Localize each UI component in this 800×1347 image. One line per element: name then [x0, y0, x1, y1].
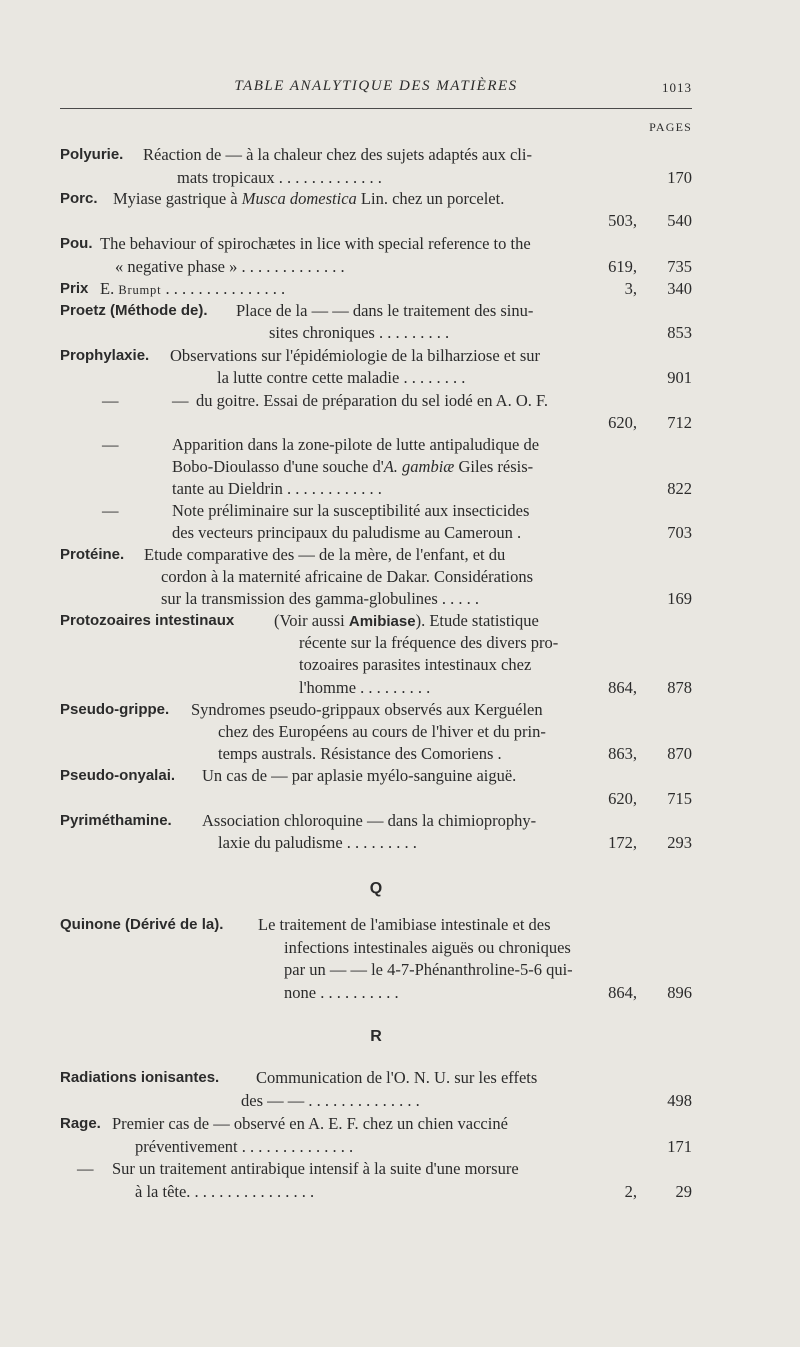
- entry-text-run: [100, 278, 285, 301]
- page-ref: 901: [667, 368, 692, 387]
- index-term: Pyriméthamine.: [60, 812, 172, 829]
- index-entry-line: [60, 345, 692, 367]
- section-letter-q: Q: [369, 880, 383, 897]
- index-entry-line: [60, 367, 692, 389]
- entry-text: E.: [100, 279, 115, 298]
- index-entry-line: [60, 959, 692, 981]
- index-term: Protéine.: [60, 546, 125, 563]
- index-term: Rage.: [60, 1115, 101, 1132]
- index-entry-line: [60, 677, 692, 699]
- index-term: Pseudo-onyalai.: [60, 767, 176, 784]
- entry-text: laxie du paludisme . . . . . . . . .: [218, 833, 417, 852]
- index-entry-line: [60, 1067, 692, 1089]
- entry-text: Communication de l'O. N. U. sur les effets: [256, 1068, 538, 1087]
- index-entry-line: [60, 721, 692, 743]
- entry-text: The behaviour of spirochætes in lice with special reference to the: [100, 234, 531, 253]
- entry-text: temps australs. Résistance des Comoriens .: [218, 744, 502, 763]
- index-term: Prophylaxie.: [60, 347, 150, 364]
- entry-italic-text: A. gambiæ: [383, 457, 455, 476]
- index-entry-line: [60, 210, 692, 232]
- entry-text: Myiase gastrique à: [113, 189, 238, 208]
- index-entry-line: [60, 1090, 692, 1112]
- entry-italic-text: Musca domestica: [241, 189, 357, 208]
- page-ref: 853: [667, 323, 692, 342]
- entry-text-run: [172, 456, 533, 478]
- entry-text: Association chloroquine — dans la chimioprophy-: [202, 811, 537, 830]
- entry-text: sites chroniques . . . . . . . . .: [269, 323, 450, 342]
- index-entry-line: [60, 654, 692, 676]
- page-ref: 864,: [608, 678, 637, 697]
- entry-text: l'homme . . . . . . . . .: [299, 678, 431, 697]
- index-entry-line: [60, 300, 692, 322]
- page-ref: 503,: [608, 211, 637, 230]
- entry-text: (Voir aussi: [274, 611, 345, 630]
- page-ref: 498: [667, 1091, 692, 1110]
- index-entry-line: [60, 322, 692, 344]
- page-ref: 293: [667, 833, 692, 852]
- page-ref: 878: [667, 678, 692, 697]
- page-ref: 703: [667, 523, 692, 542]
- entry-text: Bobo-Dioulasso d'une souche d': [172, 457, 384, 476]
- index-term: Quinone (Dérivé de la).: [60, 916, 224, 933]
- index-entry-line: [60, 390, 692, 412]
- index-entry-line: [60, 233, 692, 255]
- page-ref: 864,: [608, 983, 637, 1002]
- entry-text: tante au Dieldrin . . . . . . . . . . . .: [172, 479, 382, 498]
- entry-text: mats tropicaux . . . . . . . . . . . . .: [177, 168, 382, 187]
- page-ref: 870: [667, 744, 692, 763]
- entry-bold-text: Amibiase: [348, 613, 416, 630]
- index-entry-line: [60, 788, 692, 810]
- entry-text: Réaction de — à la chaleur chez des sujets adaptés aux cli-: [143, 145, 532, 164]
- index-term: Prix: [60, 280, 89, 297]
- entry-text: Sur un traitement antirabique intensif à la suite d'une morsure: [112, 1159, 519, 1178]
- index-entry-line: [60, 456, 692, 478]
- index-entry-line: [60, 544, 692, 566]
- page-ref: 715: [667, 789, 692, 808]
- page-ref: 3,: [624, 279, 637, 298]
- page-ref: 620,: [608, 413, 637, 432]
- index-entry-line: [60, 588, 692, 610]
- index-term: Pou.: [60, 235, 93, 252]
- entry-text: infections intestinales aiguës ou chroniques: [284, 938, 571, 957]
- index-entry-line: [60, 278, 692, 300]
- page-ref: 620,: [608, 789, 637, 808]
- entry-text: sur la transmission des gamma-globulines . . . . .: [161, 589, 480, 608]
- index-term: Proetz (Méthode de).: [60, 302, 208, 319]
- index-entry-line: [60, 937, 692, 959]
- entry-text: du goitre. Essai de préparation du sel iodé en A. O. F.: [196, 391, 548, 410]
- page-ref: 340: [667, 279, 692, 298]
- page-ref: 29: [675, 1182, 692, 1201]
- index-entry-line: [60, 1181, 692, 1203]
- ditto-dash: —: [77, 1159, 94, 1178]
- index-entry-line: [60, 1158, 692, 1180]
- entry-text: « negative phase » . . . . . . . . . . . . .: [115, 257, 345, 276]
- entry-text: à la tête. . . . . . . . . . . . . . . .: [135, 1182, 315, 1201]
- entry-text: la lutte contre cette maladie . . . . . . . .: [217, 368, 466, 387]
- index-entry-line: [60, 1113, 692, 1135]
- entry-text: none . . . . . . . . . .: [284, 983, 399, 1002]
- index-entry-line: [60, 743, 692, 765]
- page-ref: 822: [667, 479, 692, 498]
- index-entry-line: [60, 699, 692, 721]
- entry-text: Giles résis-: [458, 457, 534, 476]
- entry-text: des — — . . . . . . . . . . . . . .: [241, 1091, 420, 1110]
- entry-text: Observations sur l'épidémiologie de la bilharziose et sur: [170, 346, 541, 365]
- entry-text: Premier cas de — observé en A. E. F. chez un chien vacciné: [112, 1114, 508, 1133]
- index-term: Protozoaires intestinaux: [60, 612, 235, 629]
- page-ref: 863,: [608, 744, 637, 763]
- running-head: TABLE ANALYTIQUE DES MATIÈRES: [234, 78, 518, 94]
- entry-text: par un — — le 4-7-Phénanthroline-5-6 qui-: [284, 960, 573, 979]
- entry-text: Un cas de — par aplasie myélo-sanguine aiguë.: [202, 766, 517, 785]
- index-entry-line: [60, 522, 692, 544]
- index-entry-line: [60, 832, 692, 854]
- index-entry-line: [60, 632, 692, 654]
- page-ref: 172,: [608, 833, 637, 852]
- page-ref: 169: [667, 589, 692, 608]
- entry-text: Apparition dans la zone-pilote de lutte antipaludique de: [172, 435, 540, 454]
- ditto-dash: —: [102, 435, 119, 454]
- index-entry-line: [60, 566, 692, 588]
- page-ref: 735: [667, 257, 692, 276]
- index-term: Polyurie.: [60, 146, 124, 163]
- entry-text-run: [113, 188, 504, 210]
- entry-smallcaps-text: Brumpt: [118, 283, 162, 297]
- entry-text: Note préliminaire sur la susceptibilité aux insecticides: [172, 501, 530, 520]
- pages-column-label: PAGES: [649, 120, 692, 134]
- ditto-dash: —: [172, 391, 189, 410]
- entry-text: Lin. chez un porcelet.: [360, 189, 505, 208]
- page-ref: 171: [667, 1137, 692, 1156]
- index-term: Porc.: [60, 190, 98, 207]
- index-entry-line: [60, 810, 692, 832]
- entry-text: cordon à la maternité africaine de Dakar. Considérations: [161, 567, 534, 586]
- index-entry-line: [60, 500, 692, 522]
- section-letter-r: R: [370, 1028, 382, 1045]
- entry-text: chez des Européens au cours de l'hiver et du prin-: [218, 722, 546, 741]
- entry-text: . . . . . . . . . . . . . . .: [165, 279, 286, 298]
- entry-text: Syndromes pseudo-grippaux observés aux Kerguélen: [191, 700, 543, 719]
- entry-text-run: [274, 610, 539, 633]
- entry-text: préventivement . . . . . . . . . . . . . .: [135, 1137, 354, 1156]
- page-ref: 896: [667, 983, 692, 1002]
- index-entry-line: [60, 982, 692, 1004]
- index-entry-line: [60, 914, 692, 936]
- ditto-dash: —: [102, 501, 119, 520]
- page-ref: 170: [667, 168, 692, 187]
- page-ref: 2,: [624, 1182, 637, 1201]
- page-number: 1013: [662, 80, 692, 95]
- entry-text: tozoaires parasites intestinaux chez: [299, 655, 532, 674]
- entry-text: des vecteurs principaux du paludisme au Cameroun .: [172, 523, 522, 542]
- entry-text: Place de la — — dans le traitement des sinu-: [236, 301, 534, 320]
- index-entry-line: [60, 256, 692, 278]
- header-rule: [60, 108, 692, 109]
- entry-text: récente sur la fréquence des divers pro-: [299, 633, 559, 652]
- index-entry-line: [60, 1136, 692, 1158]
- entry-text: ). Etude statistique: [415, 611, 539, 630]
- page-ref: 540: [667, 211, 692, 230]
- index-entry-line: [60, 167, 692, 189]
- ditto-dash: —: [102, 391, 119, 410]
- page-ref: 619,: [608, 257, 637, 276]
- index-entry-line: [60, 188, 692, 210]
- index-term: Radiations ionisantes.: [60, 1069, 220, 1086]
- index-entry-line: [60, 765, 692, 787]
- index-entry-line: [60, 144, 692, 166]
- entry-text: Etude comparative des — de la mère, de l'enfant, et du: [144, 545, 506, 564]
- index-entry-line: [60, 412, 692, 434]
- index-entry-line: [60, 478, 692, 500]
- index-term: Pseudo-grippe.: [60, 701, 170, 718]
- index-entry-line: [60, 610, 692, 632]
- page-ref: 712: [667, 413, 692, 432]
- index-entry-line: [60, 434, 692, 456]
- entry-text: Le traitement de l'amibiase intestinale et des: [258, 915, 551, 934]
